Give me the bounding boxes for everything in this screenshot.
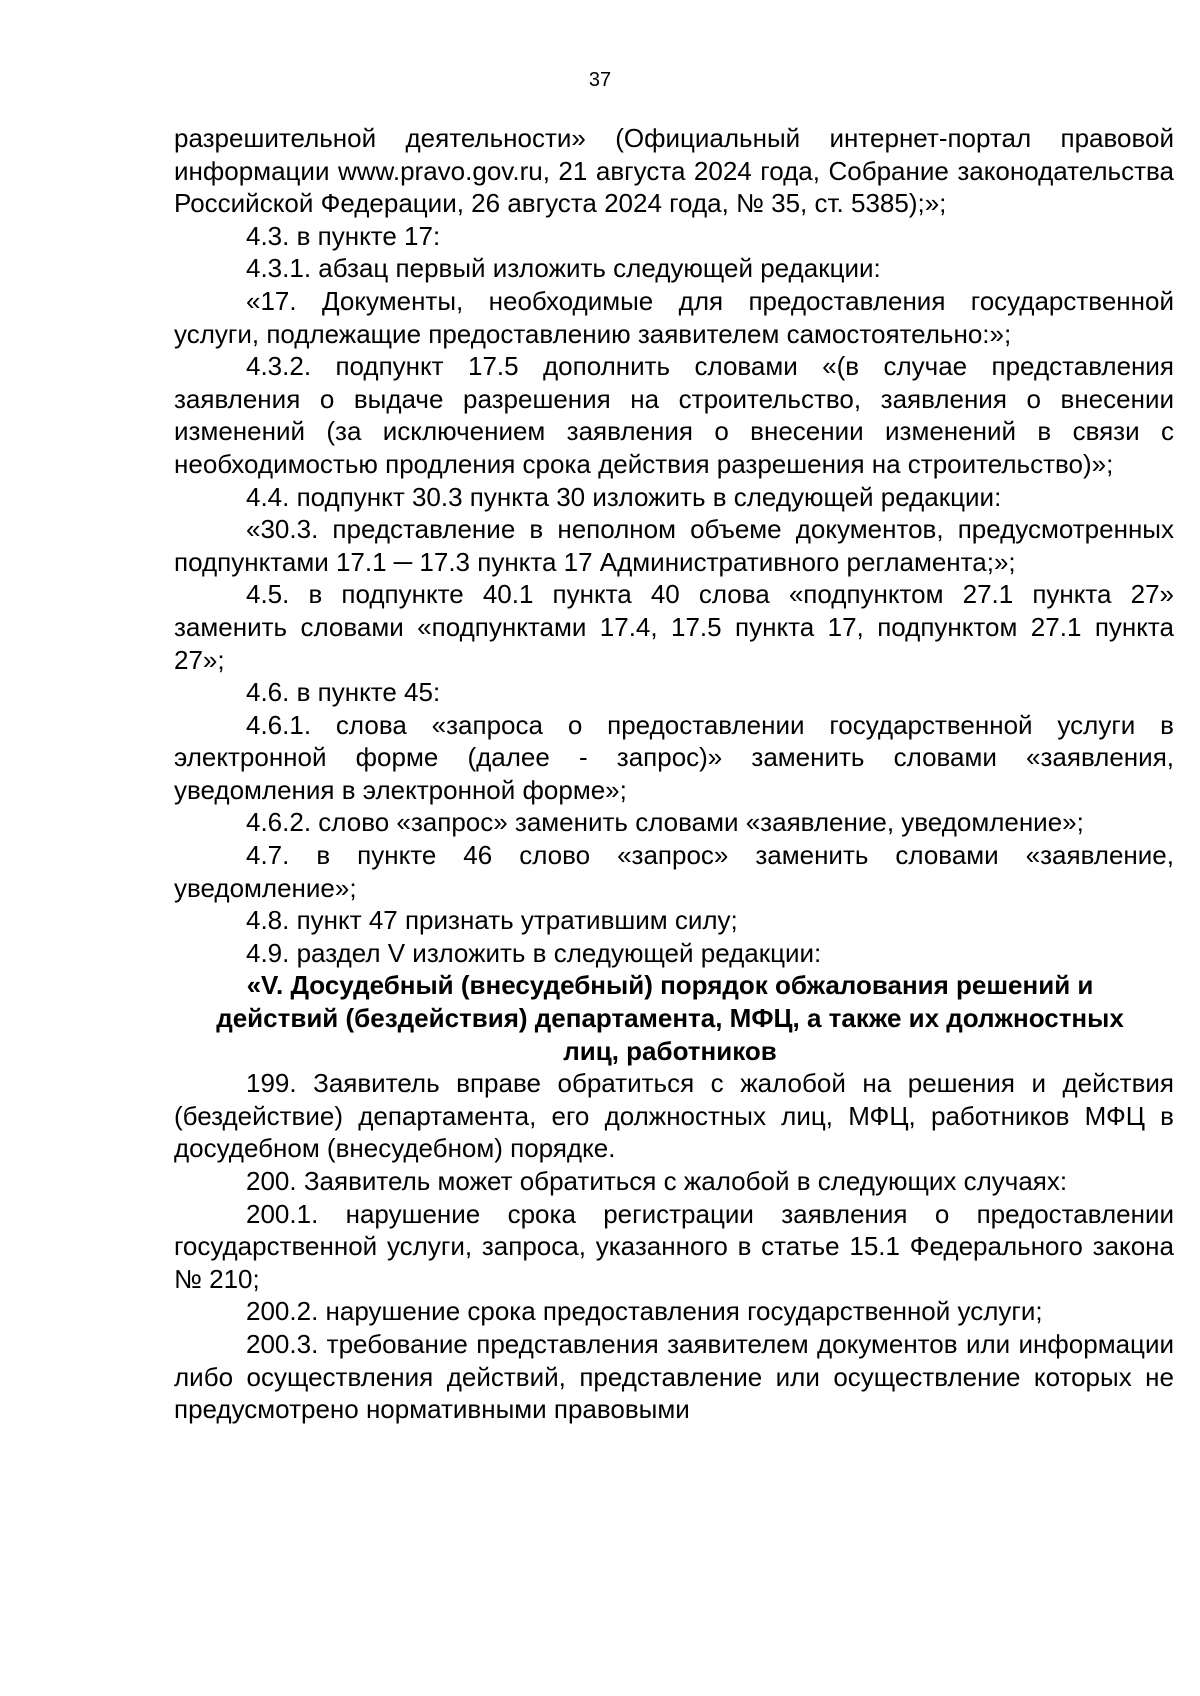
paragraph-4-5: 4.5. в подпункте 40.1 пункта 40 слова «подпунктом 27.1 пункта 27» заменить словами «подпунктами 17.4, 17.5 пункта 17, подпунктом 27.1 пункта 27»;: [174, 579, 1174, 675]
paragraph-4-8: 4.8. пункт 47 признать утратившим силу;: [246, 905, 738, 936]
document-body: [174, 122, 1174, 1426]
paragraph-quote-17: «17. Документы, необходимые для предоставления государственной услуги, подлежащие предоставлению заявителем самостоятельно:»;: [174, 285, 1174, 349]
paragraph-199: 199. Заявитель вправе обратиться с жалобой на решения и действия (бездействие) департамента, его должностных лиц, МФЦ, работников МФЦ в досудебном (внесудебном) порядке.: [174, 1068, 1174, 1164]
paragraph-continuation: разрешительной деятельности» (Официальный интернет-портал правовой информации www.pravo.gov.ru, 21 августа 2024 года, Собрание законодательства Российской Федерации, 26 августа 2024 года, № 35, ст. 5385);»;: [174, 123, 1174, 219]
paragraph-4-6-2: 4.6.2. слово «запрос» заменить словами «заявление, уведомление»;: [246, 807, 1084, 838]
paragraph-200-1: 200.1. нарушение срока регистрации заявления о предоставлении государственной услуги, запроса, указанного в статье 15.1 Федерального закона № 210;: [174, 1198, 1174, 1294]
paragraph-200-3: 200.3. требование представления заявителем документов или информации либо осуществления действий, представление или осуществление которых не предусмотрено нормативными правовыми: [174, 1328, 1174, 1425]
paragraph-4-6-1: 4.6.1. слова «запроса о предоставлении государственной услуги в электронной форме (далее - запрос)» заменить словами «заявления, уведомления в электронной форме»;: [174, 709, 1174, 805]
paragraph-4-3: 4.3. в пункте 17:: [246, 220, 441, 251]
section-heading: «V. Досудебный (внесудебный) порядок обжалования решений и действий (бездействия) департамента, МФЦ, а также их должностных лиц, работников: [216, 970, 1124, 1066]
paragraph-200: 200. Заявитель может обратиться с жалобой в следующих случаях:: [246, 1166, 1068, 1196]
paragraph-4-6: 4.6. в пункте 45:: [246, 677, 441, 708]
paragraph-4-7: 4.7. в пункте 46 слово «запрос» заменить словами «заявление, уведомление»;: [174, 840, 1174, 903]
paragraph-4-9: 4.9. раздел V изложить в следующей редакции:: [246, 937, 822, 968]
page-number: 37: [588, 69, 612, 91]
paragraph-4-4: 4.4. подпункт 30.3 пункта 30 изложить в следующей редакции:: [246, 481, 1002, 512]
paragraph-200-2: 200.2. нарушение срока предоставления государственной услуги;: [246, 1296, 1043, 1327]
paragraph-quote-30-3: «30.3. представление в неполном объеме документов, предусмотренных подпунктами 17.1 ─ 17.3 пункта 17 Административного регламента;»;: [174, 514, 1174, 577]
paragraph-4-3-2: 4.3.2. подпункт 17.5 дополнить словами «(в случае представления заявления о выдаче разрешения на строительство, заявления о внесении изменений (за исключением заявления о внесении изменений в связи с необходимостью продления срока действия разрешения на строительство)»;: [174, 351, 1174, 479]
paragraph-4-3-1: 4.3.1. абзац первый изложить следующей редакции:: [246, 253, 881, 284]
